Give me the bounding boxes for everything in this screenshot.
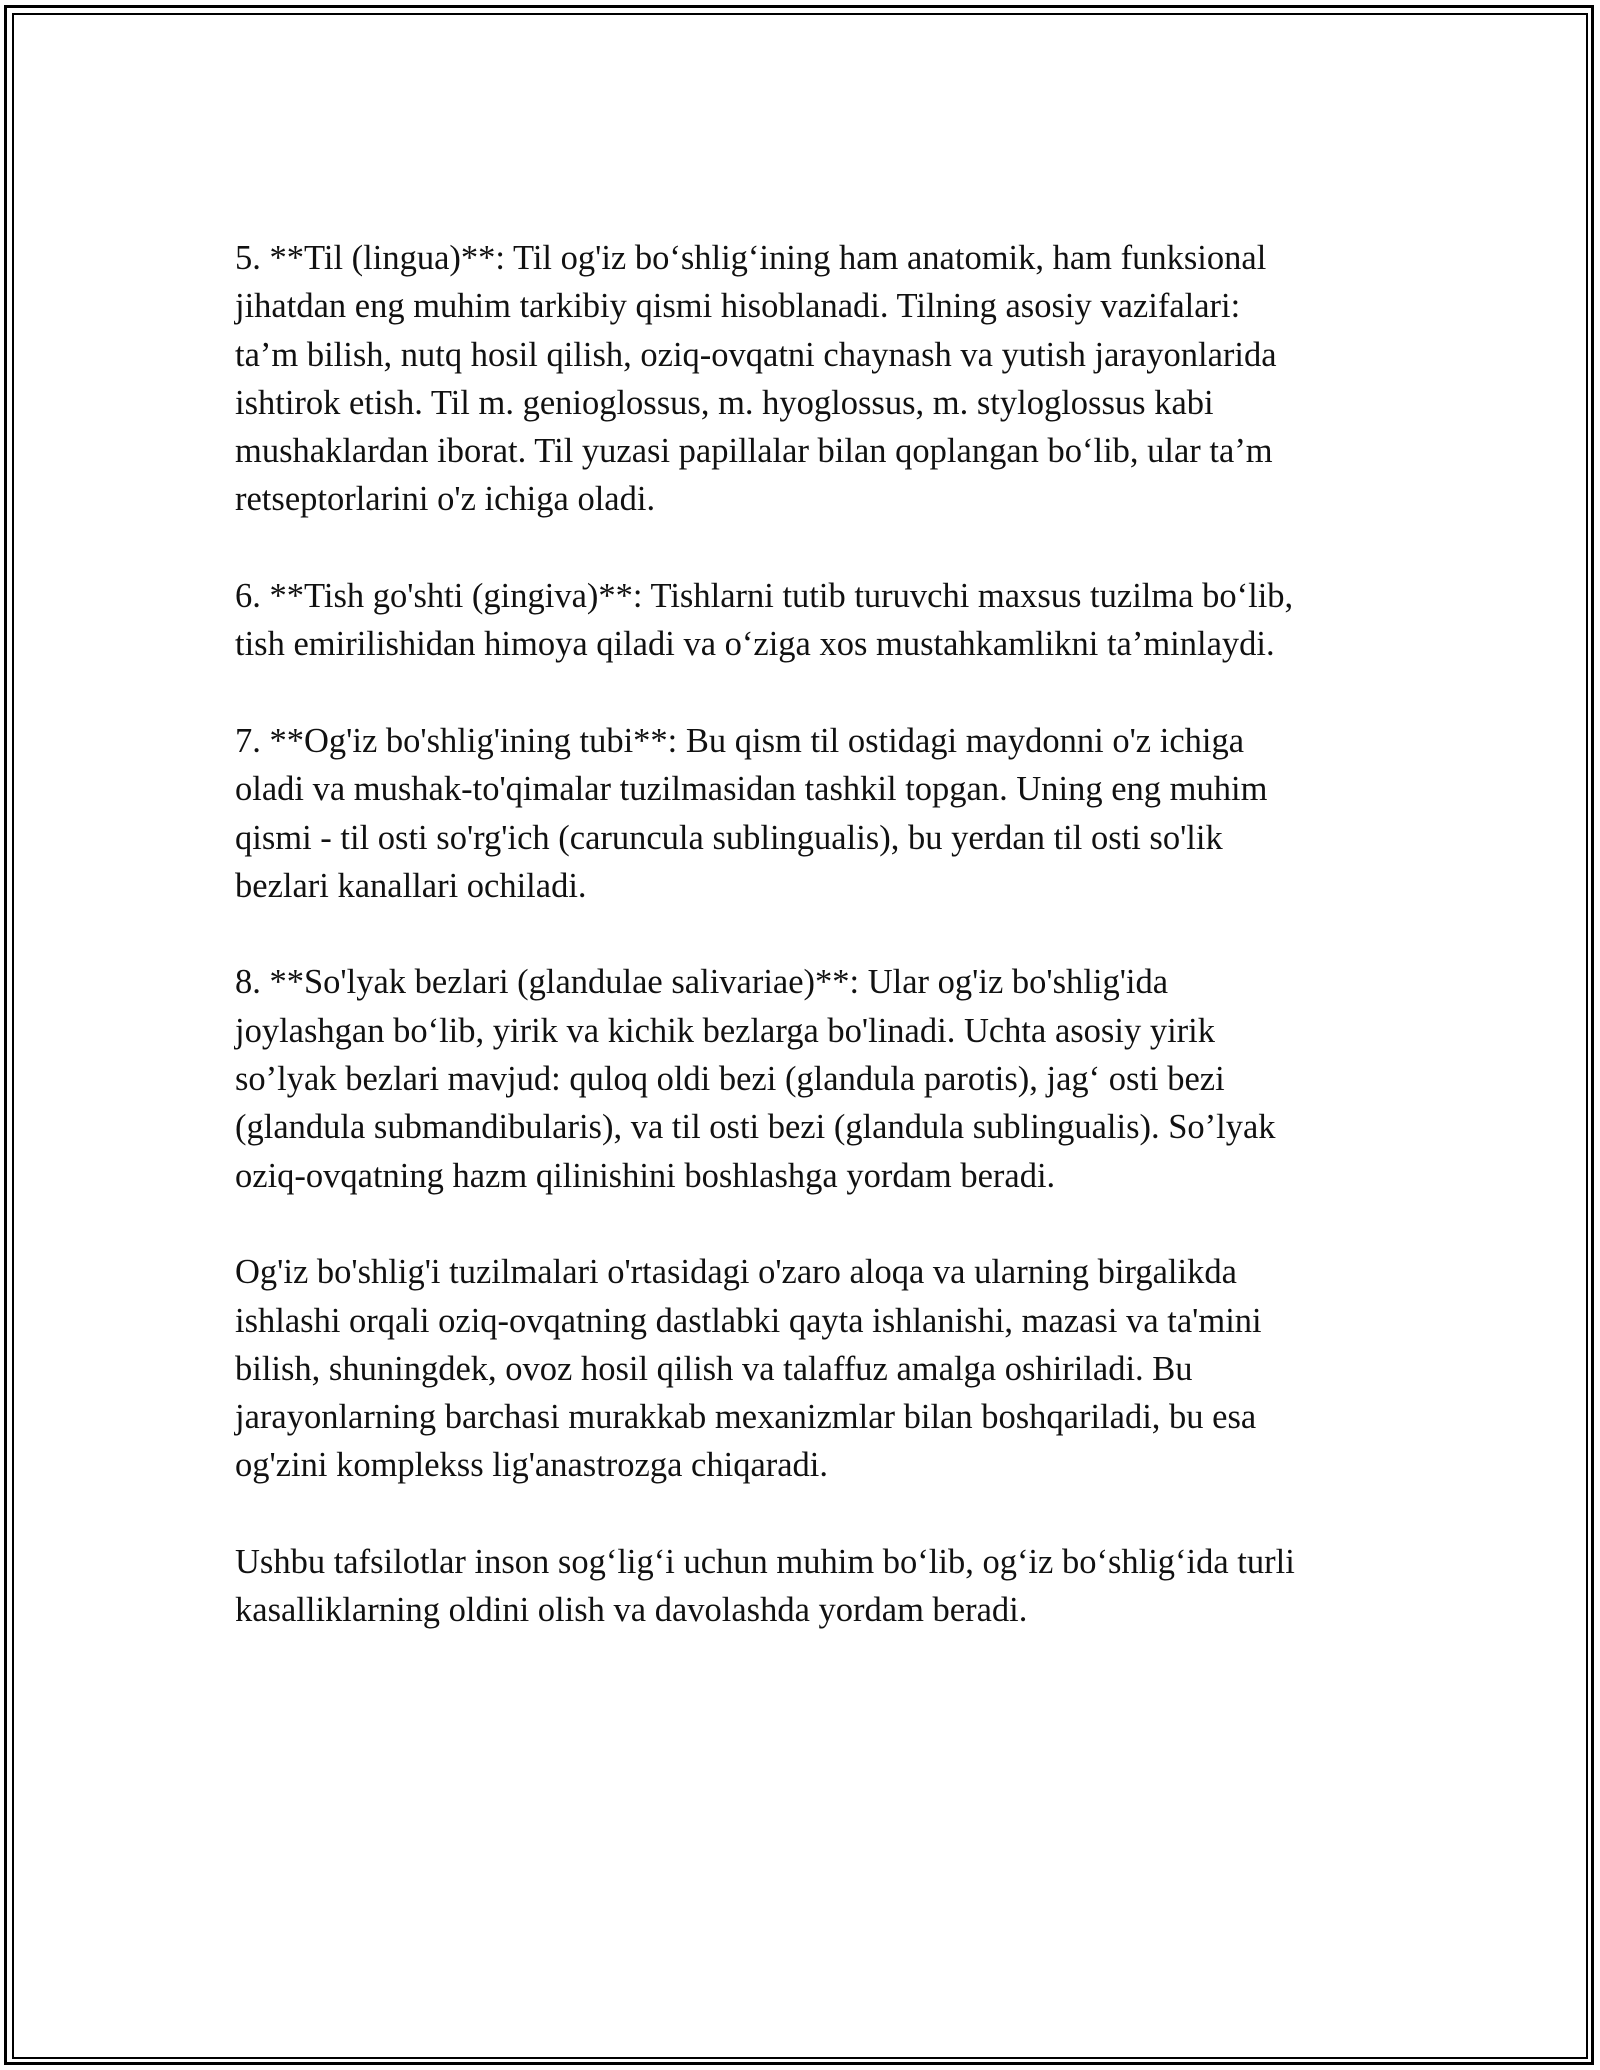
paragraph-solyak-bezlari (235, 958, 1385, 1199)
text-line: 6. **Tish go'shti (gingiva)**: Tishlarni tutib turuvchi maxsus tuzilma bo‘lib, (235, 577, 1294, 616)
text-line: bilish, shuningdek, ovoz hosil qilish va talaffuz amalga oshiriladi. Bu (235, 1349, 1193, 1388)
text-line: jihatdan eng muhim tarkibiy qismi hisoblanadi. Tilning asosiy vazifalari: (235, 287, 1241, 326)
text-line: ishtirok etish. Til m. genioglossus, m. hyoglossus, m. styloglossus kabi (235, 383, 1214, 422)
text-line: kasalliklarning oldini olish va davolashda yordam beradi. (235, 1591, 1028, 1630)
paragraph-tish-goshti (235, 572, 1385, 669)
paragraph-ogiz-tubi (235, 717, 1385, 910)
text-line: bezlari kanallari ochiladi. (235, 866, 587, 905)
text-line: tish emirilishidan himoya qiladi va o‘ziga xos mustahkamlikni ta’minlaydi. (235, 625, 1275, 664)
text-line: ta’m bilish, nutq hosil qilish, oziq-ovqatni chaynash va yutish jarayonlarida (235, 335, 1277, 374)
text-line: mushaklardan iborat. Til yuzasi papillalar bilan qoplangan bo‘lib, ular ta’m (235, 432, 1273, 471)
text-line: oladi va mushak-to'qimalar tuzilmasidan tashkil topgan. Uning eng muhim (235, 770, 1268, 809)
document-body (235, 234, 1385, 1683)
text-line: 5. **Til (lingua)**: Til og'iz bo‘shlig‘ining ham anatomik, ham funksional (235, 239, 1267, 277)
text-line: jarayonlarning barchasi murakkab mexanizmlar bilan boshqariladi, bu esa (235, 1398, 1257, 1437)
paragraph-conclusion (235, 1538, 1385, 1635)
paragraph-til (235, 234, 1385, 524)
text-line: 8. **So'lyak bezlari (glandulae salivariae)**: Ular og'iz bo'shlig'ida (235, 963, 1169, 1002)
text-line: so’lyak bezlari mavjud: quloq oldi bezi (glandula parotis), jag‘ osti bezi (235, 1060, 1225, 1099)
text-line: ishlashi orqali oziq-ovqatning dastlabki qayta ishlanishi, mazasi va ta'mini (235, 1301, 1262, 1340)
text-line: joylashgan bo‘lib, yirik va kichik bezlarga bo'linadi. Uchta asosiy yirik (235, 1011, 1215, 1050)
text-line: 7. **Og'iz bo'shlig'ining tubi**: Bu qism til ostidagi maydonni o'z ichiga (235, 721, 1245, 760)
text-line: qismi - til osti so'rg'ich (caruncula sublingualis), bu yerdan til osti so'lik (235, 818, 1223, 857)
text-line: (glandula submandibularis), va til osti bezi (glandula sublingualis). So’lyak (235, 1108, 1276, 1147)
paragraph-summary (235, 1248, 1385, 1489)
text-line: retseptorlarini o'z ichiga oladi. (235, 480, 656, 519)
text-line: Og'iz bo'shlig'i tuzilmalari o'rtasidagi o'zaro aloqa va ularning birgalikda (235, 1253, 1237, 1292)
text-line: Ushbu tafsilotlar inson sog‘lig‘i uchun muhim bo‘lib, og‘iz bo‘shlig‘ida turli (235, 1543, 1295, 1582)
text-line: oziq-ovqatning hazm qilinishini boshlashga yordam beradi. (235, 1156, 1056, 1195)
text-line: og'zini komplekss lig'anastrozga chiqaradi. (235, 1446, 829, 1485)
